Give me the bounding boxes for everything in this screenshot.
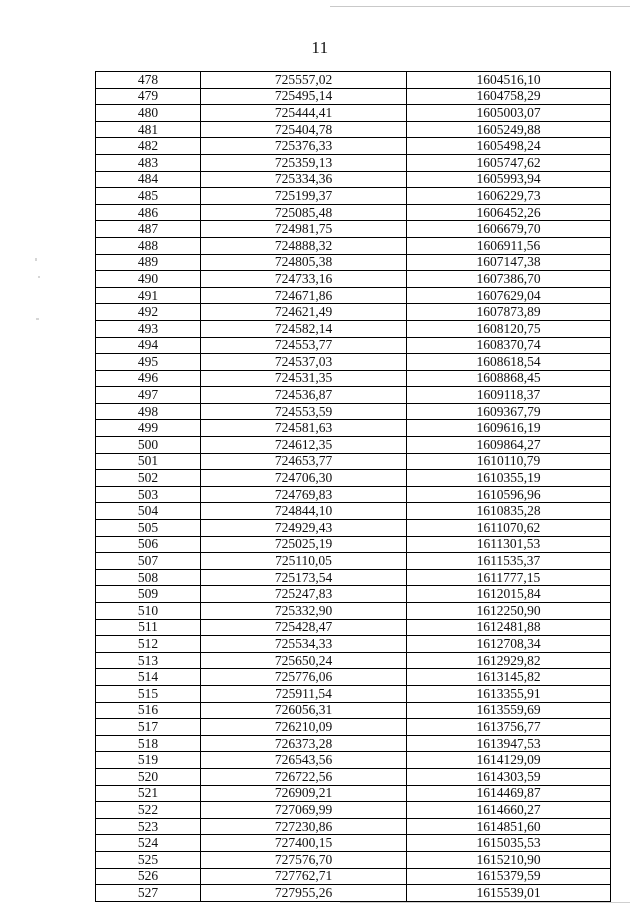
point-number-cell: 488 xyxy=(96,237,201,254)
point-number-cell: 527 xyxy=(96,885,201,902)
y-coordinate-cell: 1613559,69 xyxy=(407,702,611,719)
y-coordinate-cell: 1613947,53 xyxy=(407,735,611,752)
y-coordinate-cell: 1613355,91 xyxy=(407,685,611,702)
table-row xyxy=(96,486,611,503)
y-coordinate-cell: 1615539,01 xyxy=(407,885,611,902)
point-number-cell: 481 xyxy=(96,121,201,138)
x-coordinate-cell: 724612,35 xyxy=(201,437,407,454)
point-number-cell: 516 xyxy=(96,702,201,719)
table-row xyxy=(96,237,611,254)
y-coordinate-cell: 1614851,60 xyxy=(407,818,611,835)
point-number-cell: 526 xyxy=(96,868,201,885)
table-row xyxy=(96,320,611,337)
table-row xyxy=(96,536,611,553)
x-coordinate-cell: 724844,10 xyxy=(201,503,407,520)
y-coordinate-cell: 1608618,54 xyxy=(407,354,611,371)
y-coordinate-cell: 1609118,37 xyxy=(407,387,611,404)
table-row xyxy=(96,768,611,785)
x-coordinate-cell: 725334,36 xyxy=(201,171,407,188)
y-coordinate-cell: 1609864,27 xyxy=(407,437,611,454)
point-number-cell: 513 xyxy=(96,652,201,669)
x-coordinate-cell: 724653,77 xyxy=(201,453,407,470)
table-row xyxy=(96,271,611,288)
table-row xyxy=(96,221,611,238)
y-coordinate-cell: 1604758,29 xyxy=(407,88,611,105)
y-coordinate-cell: 1609616,19 xyxy=(407,420,611,437)
x-coordinate-cell: 725199,37 xyxy=(201,188,407,205)
y-coordinate-cell: 1606452,26 xyxy=(407,204,611,221)
y-coordinate-cell: 1605993,94 xyxy=(407,171,611,188)
table-row xyxy=(96,437,611,454)
x-coordinate-cell: 725025,19 xyxy=(201,536,407,553)
y-coordinate-cell: 1610596,96 xyxy=(407,486,611,503)
point-number-cell: 524 xyxy=(96,835,201,852)
x-coordinate-cell: 724671,86 xyxy=(201,287,407,304)
point-number-cell: 492 xyxy=(96,304,201,321)
x-coordinate-cell: 725110,05 xyxy=(201,553,407,570)
point-number-cell: 504 xyxy=(96,503,201,520)
y-coordinate-cell: 1611535,37 xyxy=(407,553,611,570)
point-number-cell: 479 xyxy=(96,88,201,105)
scan-speck xyxy=(35,258,37,261)
y-coordinate-cell: 1613145,82 xyxy=(407,669,611,686)
point-number-cell: 521 xyxy=(96,785,201,802)
x-coordinate-cell: 725404,78 xyxy=(201,121,407,138)
table-row xyxy=(96,154,611,171)
point-number-cell: 523 xyxy=(96,818,201,835)
table-row xyxy=(96,105,611,122)
table-row xyxy=(96,171,611,188)
table-row xyxy=(96,520,611,537)
y-coordinate-cell: 1605498,24 xyxy=(407,138,611,155)
point-number-cell: 485 xyxy=(96,188,201,205)
x-coordinate-cell: 725376,33 xyxy=(201,138,407,155)
table-row xyxy=(96,636,611,653)
x-coordinate-cell: 727955,26 xyxy=(201,885,407,902)
scan-speck xyxy=(36,318,39,320)
x-coordinate-cell: 724888,32 xyxy=(201,237,407,254)
point-number-cell: 507 xyxy=(96,553,201,570)
table-row xyxy=(96,802,611,819)
point-number-cell: 496 xyxy=(96,370,201,387)
point-number-cell: 506 xyxy=(96,536,201,553)
point-number-cell: 484 xyxy=(96,171,201,188)
point-number-cell: 515 xyxy=(96,685,201,702)
x-coordinate-cell: 726210,09 xyxy=(201,719,407,736)
y-coordinate-cell: 1608120,75 xyxy=(407,320,611,337)
y-coordinate-cell: 1611777,15 xyxy=(407,569,611,586)
table-row xyxy=(96,652,611,669)
point-number-cell: 509 xyxy=(96,586,201,603)
table-row xyxy=(96,851,611,868)
point-number-cell: 511 xyxy=(96,619,201,636)
table-row xyxy=(96,72,611,89)
point-number-cell: 502 xyxy=(96,470,201,487)
point-number-cell: 510 xyxy=(96,603,201,620)
x-coordinate-cell: 724929,43 xyxy=(201,520,407,537)
y-coordinate-cell: 1605249,88 xyxy=(407,121,611,138)
table-row xyxy=(96,619,611,636)
table-row xyxy=(96,453,611,470)
y-coordinate-cell: 1611301,53 xyxy=(407,536,611,553)
x-coordinate-cell: 726543,56 xyxy=(201,752,407,769)
x-coordinate-cell: 724621,49 xyxy=(201,304,407,321)
table-row xyxy=(96,835,611,852)
point-number-cell: 489 xyxy=(96,254,201,271)
point-number-cell: 508 xyxy=(96,569,201,586)
x-coordinate-cell: 725911,54 xyxy=(201,685,407,702)
table-row xyxy=(96,603,611,620)
x-coordinate-cell: 725444,41 xyxy=(201,105,407,122)
y-coordinate-cell: 1611070,62 xyxy=(407,520,611,537)
point-number-cell: 517 xyxy=(96,719,201,736)
table-row xyxy=(96,354,611,371)
table-row xyxy=(96,818,611,835)
y-coordinate-cell: 1615210,90 xyxy=(407,851,611,868)
y-coordinate-cell: 1610355,19 xyxy=(407,470,611,487)
table-row xyxy=(96,420,611,437)
x-coordinate-cell: 724981,75 xyxy=(201,221,407,238)
x-coordinate-cell: 724531,35 xyxy=(201,370,407,387)
point-number-cell: 512 xyxy=(96,636,201,653)
y-coordinate-cell: 1604516,10 xyxy=(407,72,611,89)
table-row xyxy=(96,868,611,885)
table-row xyxy=(96,669,611,686)
y-coordinate-cell: 1612250,90 xyxy=(407,603,611,620)
point-number-cell: 518 xyxy=(96,735,201,752)
point-number-cell: 503 xyxy=(96,486,201,503)
table-row xyxy=(96,685,611,702)
y-coordinate-cell: 1615035,53 xyxy=(407,835,611,852)
table-row xyxy=(96,188,611,205)
y-coordinate-cell: 1607629,04 xyxy=(407,287,611,304)
point-number-cell: 480 xyxy=(96,105,201,122)
y-coordinate-cell: 1614660,27 xyxy=(407,802,611,819)
x-coordinate-cell: 724536,87 xyxy=(201,387,407,404)
table-row xyxy=(96,204,611,221)
x-coordinate-cell: 725359,13 xyxy=(201,154,407,171)
point-number-cell: 525 xyxy=(96,851,201,868)
point-number-cell: 491 xyxy=(96,287,201,304)
x-coordinate-cell: 725534,33 xyxy=(201,636,407,653)
x-coordinate-cell: 727400,15 xyxy=(201,835,407,852)
y-coordinate-cell: 1613756,77 xyxy=(407,719,611,736)
scan-speck xyxy=(38,276,40,278)
table-row xyxy=(96,121,611,138)
point-number-cell: 486 xyxy=(96,204,201,221)
y-coordinate-cell: 1606229,73 xyxy=(407,188,611,205)
x-coordinate-cell: 724805,38 xyxy=(201,254,407,271)
x-coordinate-cell: 727230,86 xyxy=(201,818,407,835)
x-coordinate-cell: 725557,02 xyxy=(201,72,407,89)
y-coordinate-cell: 1612015,84 xyxy=(407,586,611,603)
point-number-cell: 501 xyxy=(96,453,201,470)
y-coordinate-cell: 1612929,82 xyxy=(407,652,611,669)
table-row xyxy=(96,702,611,719)
table-row xyxy=(96,254,611,271)
table-row xyxy=(96,304,611,321)
x-coordinate-cell: 724553,77 xyxy=(201,337,407,354)
x-coordinate-cell: 726722,56 xyxy=(201,768,407,785)
y-coordinate-cell: 1608868,45 xyxy=(407,370,611,387)
page-number: 11 xyxy=(311,38,329,57)
scan-bottom-rule xyxy=(340,902,630,903)
point-number-cell: 482 xyxy=(96,138,201,155)
y-coordinate-cell: 1614303,59 xyxy=(407,768,611,785)
y-coordinate-cell: 1614469,87 xyxy=(407,785,611,802)
point-number-cell: 500 xyxy=(96,437,201,454)
x-coordinate-cell: 724769,83 xyxy=(201,486,407,503)
x-coordinate-cell: 725247,83 xyxy=(201,586,407,603)
point-number-cell: 478 xyxy=(96,72,201,89)
point-number-cell: 493 xyxy=(96,320,201,337)
y-coordinate-cell: 1615379,59 xyxy=(407,868,611,885)
coordinates-table-body xyxy=(96,72,611,902)
y-coordinate-cell: 1607386,70 xyxy=(407,271,611,288)
x-coordinate-cell: 725776,06 xyxy=(201,669,407,686)
x-coordinate-cell: 725173,54 xyxy=(201,569,407,586)
x-coordinate-cell: 727069,99 xyxy=(201,802,407,819)
x-coordinate-cell: 726373,28 xyxy=(201,735,407,752)
table-row xyxy=(96,553,611,570)
table-row xyxy=(96,586,611,603)
point-number-cell: 505 xyxy=(96,520,201,537)
table-row xyxy=(96,719,611,736)
x-coordinate-cell: 725085,48 xyxy=(201,204,407,221)
point-number-cell: 490 xyxy=(96,271,201,288)
point-number-cell: 494 xyxy=(96,337,201,354)
y-coordinate-cell: 1607873,89 xyxy=(407,304,611,321)
table-row xyxy=(96,138,611,155)
scan-top-rule xyxy=(330,6,630,7)
x-coordinate-cell: 725495,14 xyxy=(201,88,407,105)
x-coordinate-cell: 725332,90 xyxy=(201,603,407,620)
x-coordinate-cell: 726056,31 xyxy=(201,702,407,719)
table-row xyxy=(96,885,611,902)
table-row xyxy=(96,735,611,752)
table-row xyxy=(96,569,611,586)
y-coordinate-cell: 1605003,07 xyxy=(407,105,611,122)
table-row xyxy=(96,752,611,769)
table-row xyxy=(96,470,611,487)
x-coordinate-cell: 727576,70 xyxy=(201,851,407,868)
x-coordinate-cell: 725650,24 xyxy=(201,652,407,669)
y-coordinate-cell: 1605747,62 xyxy=(407,154,611,171)
point-number-cell: 519 xyxy=(96,752,201,769)
point-number-cell: 520 xyxy=(96,768,201,785)
y-coordinate-cell: 1614129,09 xyxy=(407,752,611,769)
y-coordinate-cell: 1607147,38 xyxy=(407,254,611,271)
table-row xyxy=(96,370,611,387)
y-coordinate-cell: 1606679,70 xyxy=(407,221,611,238)
x-coordinate-cell: 724706,30 xyxy=(201,470,407,487)
point-number-cell: 514 xyxy=(96,669,201,686)
point-number-cell: 497 xyxy=(96,387,201,404)
y-coordinate-cell: 1610835,28 xyxy=(407,503,611,520)
point-number-cell: 522 xyxy=(96,802,201,819)
y-coordinate-cell: 1612708,34 xyxy=(407,636,611,653)
point-number-cell: 483 xyxy=(96,154,201,171)
point-number-cell: 498 xyxy=(96,403,201,420)
y-coordinate-cell: 1612481,88 xyxy=(407,619,611,636)
table-row xyxy=(96,503,611,520)
x-coordinate-cell: 724537,03 xyxy=(201,354,407,371)
table-row xyxy=(96,337,611,354)
x-coordinate-cell: 725428,47 xyxy=(201,619,407,636)
coordinates-table xyxy=(95,71,611,902)
x-coordinate-cell: 724582,14 xyxy=(201,320,407,337)
y-coordinate-cell: 1609367,79 xyxy=(407,403,611,420)
point-number-cell: 499 xyxy=(96,420,201,437)
x-coordinate-cell: 724581,63 xyxy=(201,420,407,437)
x-coordinate-cell: 726909,21 xyxy=(201,785,407,802)
table-row xyxy=(96,387,611,404)
x-coordinate-cell: 727762,71 xyxy=(201,868,407,885)
table-row xyxy=(96,403,611,420)
table-row xyxy=(96,785,611,802)
y-coordinate-cell: 1610110,79 xyxy=(407,453,611,470)
y-coordinate-cell: 1608370,74 xyxy=(407,337,611,354)
table-row xyxy=(96,287,611,304)
point-number-cell: 495 xyxy=(96,354,201,371)
point-number-cell: 487 xyxy=(96,221,201,238)
y-coordinate-cell: 1606911,56 xyxy=(407,237,611,254)
table-row xyxy=(96,88,611,105)
x-coordinate-cell: 724553,59 xyxy=(201,403,407,420)
x-coordinate-cell: 724733,16 xyxy=(201,271,407,288)
